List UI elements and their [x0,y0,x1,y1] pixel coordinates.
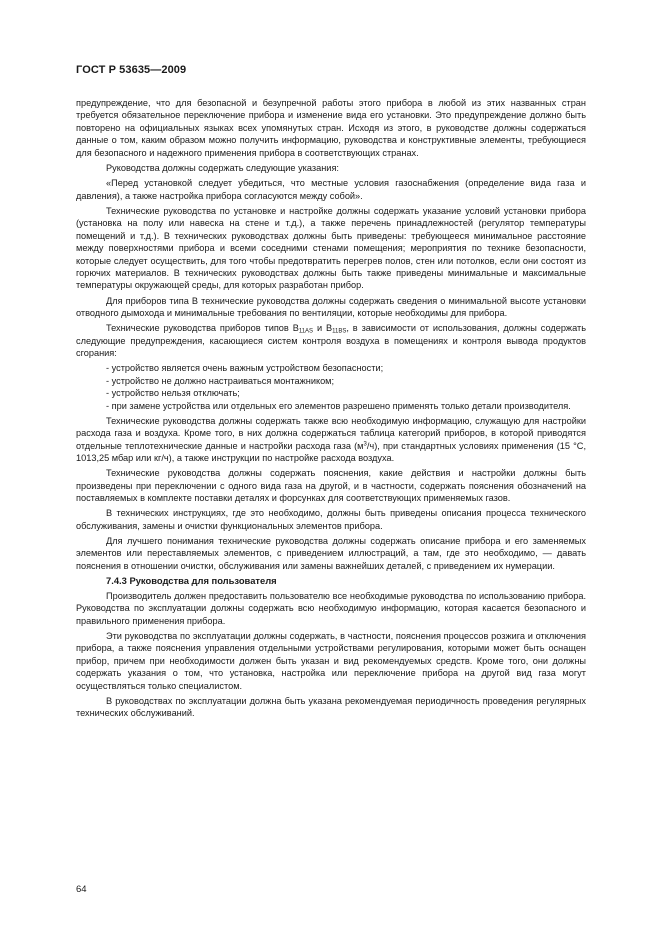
paragraph-with-subscripts [76,322,586,359]
paragraph: Технические руководства должны содержать пояснения, какие действия и настройки должны быть произведены при переключении с одного вида газа на другой, и в частности, содержать пояснения обозначений на поставляемых в комплекте поставки деталях и форсунках для соответствующих применяемых газов. [76,468,586,504]
subscript: 11BS [332,328,347,335]
paragraph: Руководства должны содержать следующие указания: [106,162,339,173]
paragraph: предупреждение, что для безопасной и безупречной работы этого прибора в любой из этих названных стран требуется обязательное переключение прибора и изменение вида его установки. Это предупреждение должно быть повторено на официальных языках всех упомянутых стран. Исходя из этого, в руководстве должны содержаться данные о том, каким образом можно получить информацию, руководства и конструктивные элементы, требующиеся для безопасного и надежного применения прибора в соответствующих странах. [76,98,586,158]
paragraph: «Перед установкой следует убедиться, что местные условия газоснабжения (определение вида газа и давления), а также настройка прибора согласуются между собой». [76,178,586,201]
page-number: 64 [76,884,87,895]
list-item: - устройство нельзя отключать; [106,388,240,399]
superscript: 3 [363,441,367,448]
document-body [76,97,586,722]
paragraph: Для лучшего понимания технические руководства должны содержать описание прибора и его заменяемых элементов или переставляемых элементов, с приведением иллюстраций, а там, где это необходимо, — давать пояснения в отношении очистки, обслуживания или замены важнейших деталей, с приведением их нумерации. [76,535,586,571]
text-run: и В [313,323,333,334]
text-run: Технические руководства приборов типов В [106,323,299,334]
text-run: /ч), при стандартных условиях применения (15 °С, 1013,25 мбар или кг/ч), а также инструкции по настройке расхода воздуха. [76,440,586,464]
text-run: , в зависимости от использования, должны содержать следующие предупреждения, касающиеся систем контроля воздуха в помещениях и контроля вывода продуктов сгорания: [76,323,586,359]
list-item: - устройство является очень важным устройством безопасности; [106,363,384,374]
document-header: ГОСТ Р 53635—2009 [76,64,187,76]
list-item: - при замене устройства или отдельных его элементов разрешено применять только детали производителя. [106,400,571,411]
paragraph: Производитель должен предоставить пользователю все необходимые руководства по использованию прибора. Руководства по эксплуатации должны содержать всю необходимую информацию, которая касается безопасного и правильного применения прибора. [76,590,586,626]
list-item: - устройство не должно настраиваться монтажником; [106,375,335,386]
bullet-list [76,362,586,412]
subscript: 11AS [298,328,314,335]
paragraph: В технических инструкциях, где это необходимо, должны быть приведены описания процесса технического обслуживания, замены и очистки функциональных элементов прибора. [76,508,586,531]
paragraph: Для приборов типа В технические руководства должны содержать сведения о минимальной высоте установки отводного дымохода и минимальные требования по вентиляции, которые необходимы для прибора. [76,295,586,318]
paragraph: Эти руководства по эксплуатации должны содержать, в частности, пояснения процессов розжига и отключения прибора, а также пояснения управления отдельными устройствами регулирования, которыми может быть оснащен прибор, причем при необходимости должен быть указан и вид рекомендуемых средств. Кроме того, они должны содержать указания о том, что установка, настройка или переключение прибора на другой вид газа могут осуществляться только специалистом. [76,630,586,691]
text-run: Технические руководства должны содержать также всю необходимую информацию, служащую для настройки расхода газа и воздуха. Кроме того, в них должна содержаться таблица категорий приборов, в которой приводятся отдельные теплотехнические данные и настройки расхода газа (м [76,415,586,451]
paragraph: В руководствах по эксплуатации должна быть указана рекомендуемая периодичность проведения регулярных технических обслуживаний. [76,695,586,719]
section-heading: 7.4.3 Руководства для пользователя [106,574,277,586]
paragraph-with-superscript [76,415,586,465]
paragraph: Технические руководства по установке и настройке должны содержать указание условий установки прибора (установка на полу или навеска на стене и т.д.), а также перечень принадлежностей (регулятор температуры помещений и т.д.). В технических руководствах должны быть приведены: требующееся минимальное расстояние между поверхностями прибора и всеми соседними стенами помещения; мероприятия по технике безопасности, которые следует осуществить, для того чтобы предотвратить перегрев полов, стен или потолков, если они состоят из горючих материалов. В технических руководствах должны быть также приведены минимальные и максимальные температуры окружающей среды, для которых разработан прибор. [76,205,586,291]
